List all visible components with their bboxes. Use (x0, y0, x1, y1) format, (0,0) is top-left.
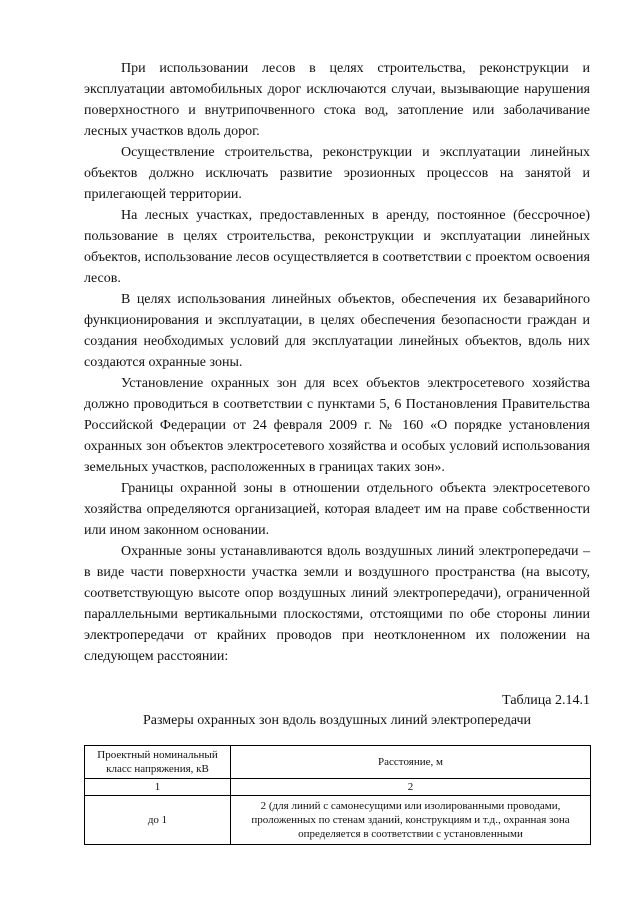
header-voltage-class: Проектный номинальный класс напряжения, кВ (85, 746, 231, 779)
document-page (84, 58, 590, 845)
protection-zones-table (84, 745, 591, 845)
paragraph-overhead-lines: Охранные зоны устанавливаются вдоль воздушных линий электропередачи – в виде части поверхности участка земли и воздушного пространства (на высоту, соответствующую высоте опор воздушных линий электропередачи), ограниченной параллельными вертикальными плоскостями, отстоящими по обе стороны линии электропередачи от крайних проводов при неотклоненном их положении на следующем расстоянии: (84, 544, 590, 664)
table-header-row (85, 746, 591, 779)
cell-distance: 2 (для линий с самонесущими или изолированными проводами, проложенных по стенам зданий, конструкциям и т.д., охранная зона определяется в соответствии с установленными (231, 796, 591, 845)
column-number-2: 2 (231, 779, 591, 796)
table-column-number-row (85, 779, 591, 796)
paragraph-protection-zones: В целях использования линейных объектов, обеспечения их безаварийного функционирования и эксплуатации, в целях обеспечения безопасности граждан и создания необходимых условий для эксплуатации линейных объектов, вдоль них создаются охранные зоны. (84, 292, 590, 370)
paragraph-forest-roads: При использовании лесов в целях строительства, реконструкции и эксплуатации автомобильных дорог исключаются случаи, вызывающие нарушения поверхностного и внутрипочвенного стока вод, затопление или заболачивание лесных участков вдоль дорог. (84, 61, 590, 139)
column-number-1: 1 (85, 779, 231, 796)
paragraph-erosion: Осуществление строительства, реконструкции и эксплуатации линейных объектов должно исключать развитие эрозионных процессов на занятой и прилегающей территории. (84, 145, 590, 202)
table-caption: Таблица 2.14.1 (502, 693, 590, 708)
table-row (85, 796, 591, 845)
header-distance: Расстояние, м (231, 746, 591, 779)
cell-voltage: до 1 (85, 796, 231, 845)
paragraph-lease: На лесных участках, предоставленных в аренду, постоянное (бессрочное) пользование в целях строительства, реконструкции и эксплуатации линейных объектов, использование лесов осуществляется в соответствии с проектом освоения лесов. (84, 208, 590, 286)
paragraph-regulation: Установление охранных зон для всех объектов электросетевого хозяйства должно проводиться в соответствии с пунктами 5, 6 Постановления Правительства Российской Федерации от 24 февраля 2009 г. № 160 «О порядке установления охранных зон объектов электросетевого хозяйства и особых условий использования земельных участков, расположенных в границах таких зон». (84, 376, 590, 475)
paragraph-zone-boundaries: Границы охранной зоны в отношении отдельного объекта электросетевого хозяйства определяются организацией, которая владеет им на праве собственности или ином законном основании. (84, 481, 590, 538)
table-title: Размеры охранных зон вдоль воздушных линий электропередачи (142, 713, 532, 728)
